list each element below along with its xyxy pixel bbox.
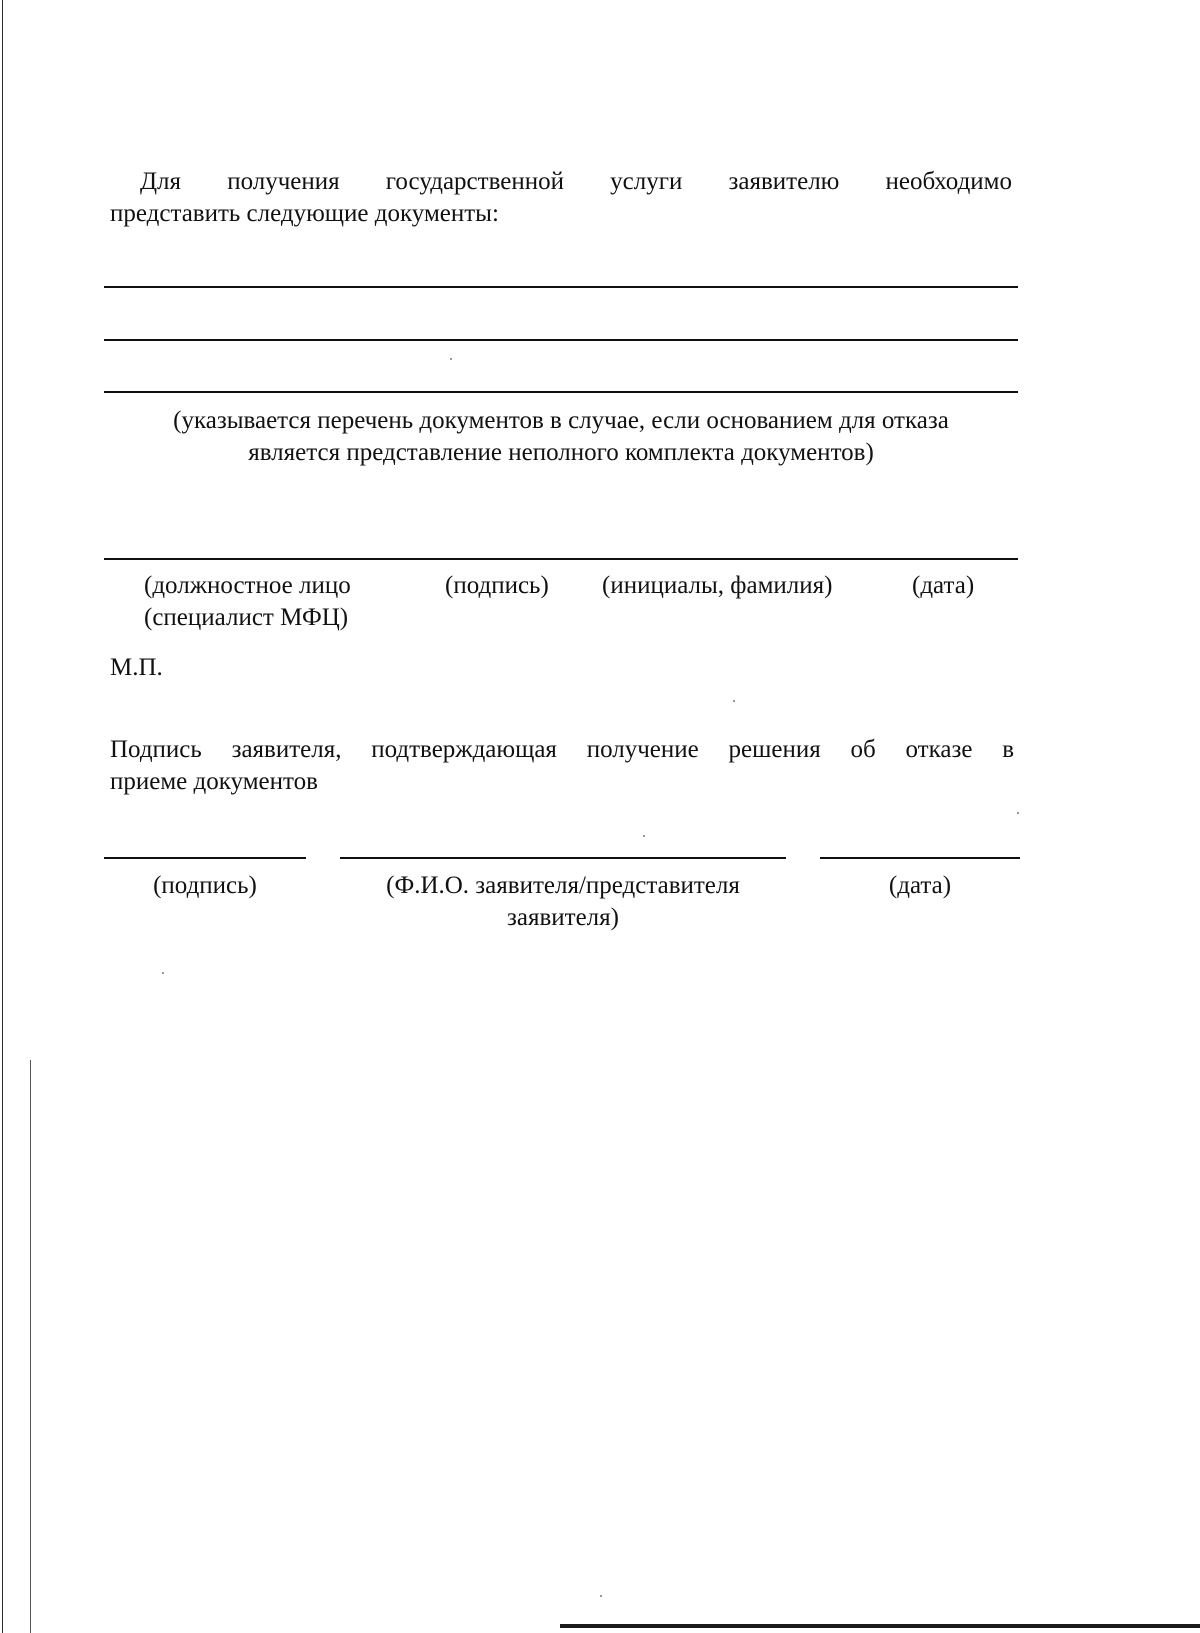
intro-word: услуги [610,168,683,195]
documents-caption-line-1: (указывается перечень документов в случае, если основанием для отказа [173,407,949,434]
applicant-name-line [340,857,786,859]
intro-word: Для [140,168,182,195]
intro-word: государственной [385,168,564,195]
statement-word: подтверждающая [371,736,557,763]
applicant-date-line [820,857,1020,859]
intro-word: необходимо [885,168,1012,195]
official-initials-label: (инициалы, фамилия) [602,572,833,599]
statement-word: решения [728,736,821,763]
scan-edge-bottom [560,1624,1200,1628]
statement-word: получение [586,736,699,763]
applicant-name-label-2: заявителя) [507,904,619,931]
documents-blank-line-2 [104,339,1018,341]
scan-edge-left [2,0,3,1633]
intro-line-1 [140,166,1012,198]
applicant-statement-line-2: приеме документов [110,768,318,795]
official-signature-line [104,558,1018,560]
applicant-statement-line-1 [110,734,1014,766]
statement-word: в [1002,736,1014,763]
scan-speck [162,972,164,974]
applicant-signature-line [104,857,306,859]
scan-speck [600,1595,602,1597]
applicant-date-label: (дата) [888,872,952,899]
statement-word: Подпись [110,736,202,763]
applicant-signature-label: (подпись) [153,872,257,899]
intro-word: заявителю [728,168,840,195]
statement-word: об [850,736,876,763]
scan-edge-left-inner [30,1060,31,1633]
documents-caption-line-2: является представление неполного комплекта документов) [248,439,874,466]
official-position-label-1: (должностное лицо [144,572,351,599]
scan-speck [733,700,735,702]
scan-speck [450,358,452,360]
statement-word: отказе [905,736,973,763]
stamp-label: М.П. [110,654,163,681]
intro-line-2: представить следующие документы: [110,200,499,227]
official-signature-label: (подпись) [445,572,549,599]
documents-blank-line-3 [104,391,1018,393]
documents-blank-line-1 [104,286,1018,288]
official-position-label-2: (специалист МФЦ) [144,604,349,631]
scan-speck [1017,812,1019,814]
intro-word: получения [227,168,340,195]
official-date-label: (дата) [912,572,975,599]
statement-word: заявителя, [231,736,342,763]
applicant-name-label-1: (Ф.И.О. заявителя/представителя [386,872,740,899]
scan-speck [643,835,645,837]
